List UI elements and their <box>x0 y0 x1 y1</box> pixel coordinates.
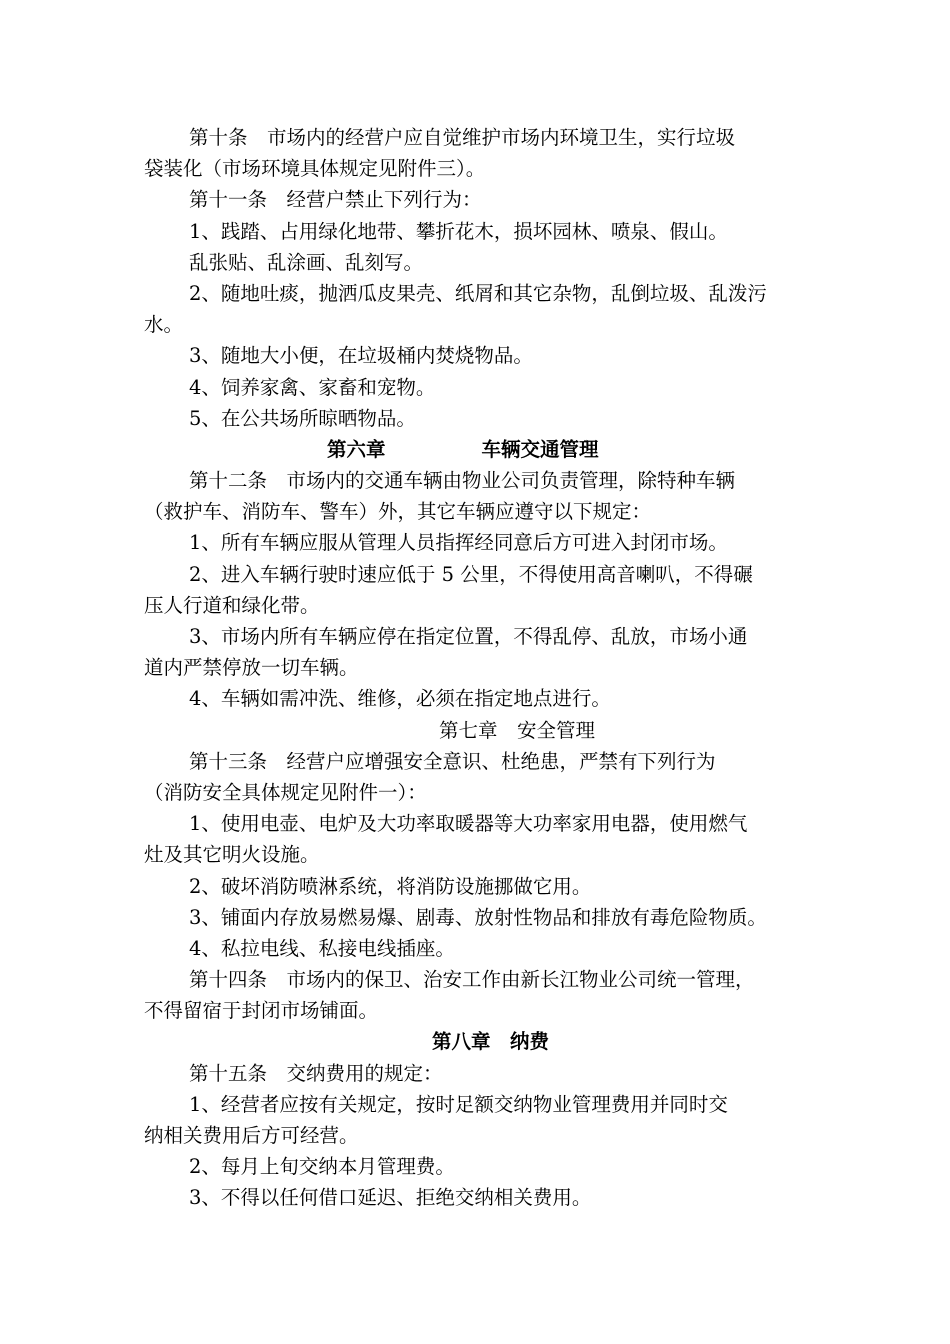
paragraph-line: 4、饲养家禽、家畜和宠物。 <box>189 375 436 399</box>
paragraph-line: 水。 <box>144 313 184 337</box>
paragraph-line: 不得留宿于封闭市场铺面。 <box>144 999 379 1023</box>
paragraph-line: 道内严禁停放一切车辆。 <box>144 656 359 680</box>
paragraph-line: 5、在公共场所晾晒物品。 <box>189 406 416 430</box>
paragraph-line: 第十二条 市场内的交通车辆由物业公司负责管理，除特种车辆 <box>189 469 736 493</box>
paragraph-line: 纳相关费用后方可经营。 <box>144 1124 359 1147</box>
paragraph-line: 第十三条 经营户应增强安全意识、杜绝患，严禁有下列行为 <box>189 749 716 773</box>
paragraph-line: 压人行道和绿化带。 <box>144 593 320 617</box>
chapter-heading-7: 第七章 安全管理 <box>439 718 596 742</box>
paragraph-line: 灶及其它明火设施。 <box>144 843 320 867</box>
document-page <box>144 122 814 1214</box>
paragraph-line: 4、私拉电线、私接电线插座。 <box>189 936 455 960</box>
paragraph-line: （消防安全具体规定见附件一）： <box>144 780 427 804</box>
paragraph-line: 4、车辆如需冲洗、维修，必须在指定地点进行。 <box>189 687 611 711</box>
chapter-title: 车辆交通管理 <box>481 437 599 461</box>
paragraph-line: 2、进入车辆行驶时速应低于 5 公里，不得使用高音喇叭，不得碾 <box>189 562 753 586</box>
chapter-number: 第六章 <box>327 437 386 461</box>
paragraph-line: 1、使用电壶、电炉及大功率取暖器等大功率家用电器，使用燃气 <box>189 812 748 836</box>
paragraph-line: 第十四条 市场内的保卫、治安工作由新长江物业公司统一管理， <box>189 968 755 992</box>
paragraph-line: 3、铺面内存放易燃易爆、剧毒、放射性物品和排放有毒危险物质。 <box>189 905 767 929</box>
paragraph-line: 1、所有车辆应服从管理人员指挥经同意后方可进入封闭市场。 <box>189 531 728 555</box>
paragraph-line: 1、经营者应按有关规定，按时足额交纳物业管理费用并同时交 <box>189 1092 728 1116</box>
paragraph-line: 乱张贴、乱涂画、乱刻写。 <box>189 250 424 274</box>
paragraph-line: 第十条 市场内的经营户应自觉维护市场内环境卫生，实行垃圾 <box>189 126 736 149</box>
paragraph-line: 2、随地吐痰，抛洒瓜皮果壳、纸屑和其它杂物，乱倒垃圾、乱泼污 <box>189 281 767 305</box>
chapter-heading-6 <box>144 434 814 465</box>
paragraph-line: （救护车、消防车、警车）外，其它车辆应遵守以下规定： <box>144 500 652 524</box>
chapter-heading-8: 第八章 纳费 <box>432 1030 550 1054</box>
paragraph-line: 第十五条 交纳费用的规定： <box>189 1061 443 1085</box>
paragraph-line: 3、不得以任何借口延迟、拒绝交纳相关费用。 <box>189 1186 592 1210</box>
paragraph-line: 2、破坏消防喷淋系统，将消防设施挪做它用。 <box>189 874 592 898</box>
paragraph-line: 第十一条 经营户禁止下列行为： <box>189 188 482 212</box>
paragraph-line: 袋装化（市场环境具体规定见附件三）。 <box>144 157 486 181</box>
paragraph-line: 3、市场内所有车辆应停在指定位置，不得乱停、乱放，市场小通 <box>189 625 748 648</box>
paragraph-line: 3、随地大小便，在垃圾桶内焚烧物品。 <box>189 344 533 368</box>
paragraph-line: 2、每月上旬交纳本月管理费。 <box>189 1155 455 1179</box>
paragraph-line: 1、践踏、占用绿化地带、攀折花木，损坏园林、喷泉、假山。 <box>189 219 728 243</box>
